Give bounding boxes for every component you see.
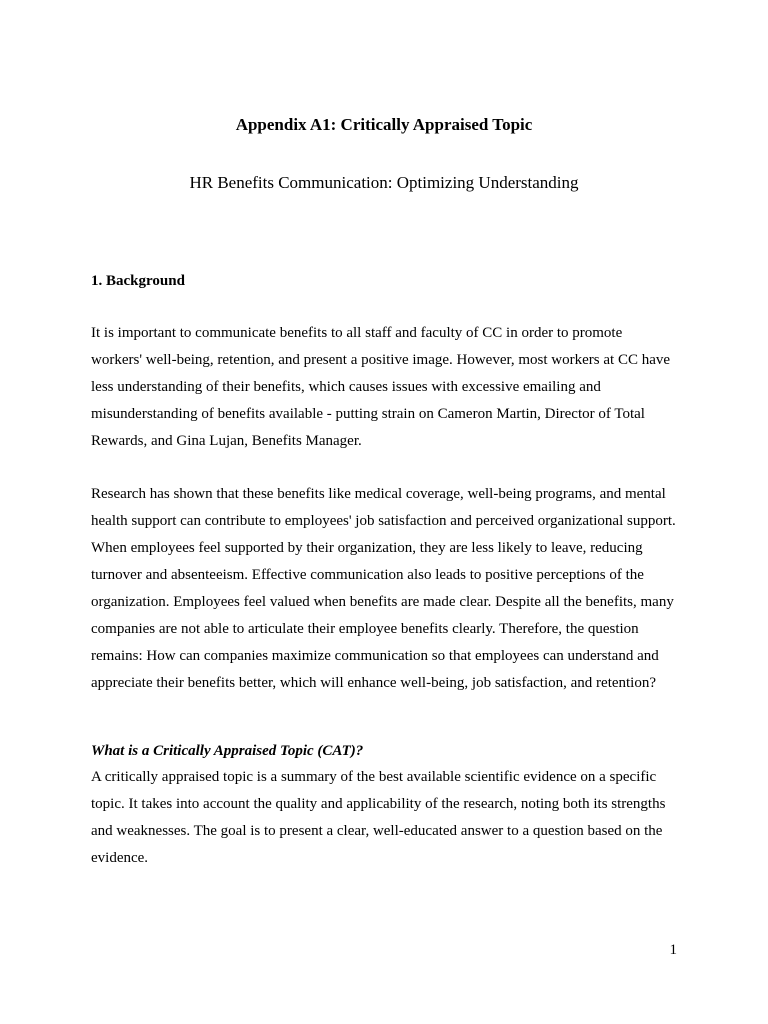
- document-title: Appendix A1: Critically Appraised Topic: [235, 115, 533, 134]
- paragraph-line: topic. It takes into account the quality and applicability of the research, noting both its strengths: [91, 796, 666, 812]
- cat-paragraph: [91, 764, 691, 872]
- paragraph-line: health support can contribute to employees' job satisfaction and perceived organizational support.: [91, 513, 676, 529]
- paragraph-line: remains: How can companies maximize communication so that employees can understand and: [91, 648, 659, 664]
- background-heading: 1. Background: [91, 273, 185, 289]
- paragraph-line: and weaknesses. The goal is to present a clear, well-educated answer to a question based on the: [91, 823, 663, 839]
- page-number: 1: [669, 942, 677, 958]
- paragraph-line: Rewards, and Gina Lujan, Benefits Manager.: [91, 433, 362, 449]
- document-subtitle: HR Benefits Communication: Optimizing Understanding: [189, 173, 579, 192]
- paragraph-line: appreciate their benefits better, which will enhance well-being, job satisfaction, and retention?: [91, 675, 657, 691]
- paragraph-line: organization. Employees feel valued when benefits are made clear. Despite all the benefits, many: [91, 594, 674, 610]
- paragraph-line: turnover and absenteeism. Effective communication also leads to positive perceptions of the: [91, 567, 644, 583]
- paragraph-line: less understanding of their benefits, which causes issues with excessive emailing and: [91, 379, 601, 395]
- paragraph-line: misunderstanding of benefits available - putting strain on Cameron Martin, Director of Total: [91, 406, 645, 422]
- paragraph-line: It is important to communicate benefits to all staff and faculty of CC in order to promote: [91, 325, 623, 341]
- paragraph-line: When employees feel supported by their organization, they are less likely to leave, reducing: [91, 540, 643, 556]
- background-paragraph-2: [91, 481, 691, 697]
- paragraph-line: workers' well-being, retention, and present a positive image. However, most workers at CC have: [91, 352, 671, 368]
- paragraph-line: evidence.: [91, 850, 149, 866]
- background-paragraph-1: [91, 320, 691, 455]
- paragraph-line: Research has shown that these benefits like medical coverage, well-being programs, and mental: [91, 486, 666, 502]
- paragraph-line: companies are not able to articulate their employee benefits clearly. Therefore, the question: [91, 621, 639, 637]
- paragraph-line: A critically appraised topic is a summary of the best available scientific evidence on a specific: [91, 769, 657, 785]
- cat-heading: What is a Critically Appraised Topic (CAT)?: [91, 743, 364, 759]
